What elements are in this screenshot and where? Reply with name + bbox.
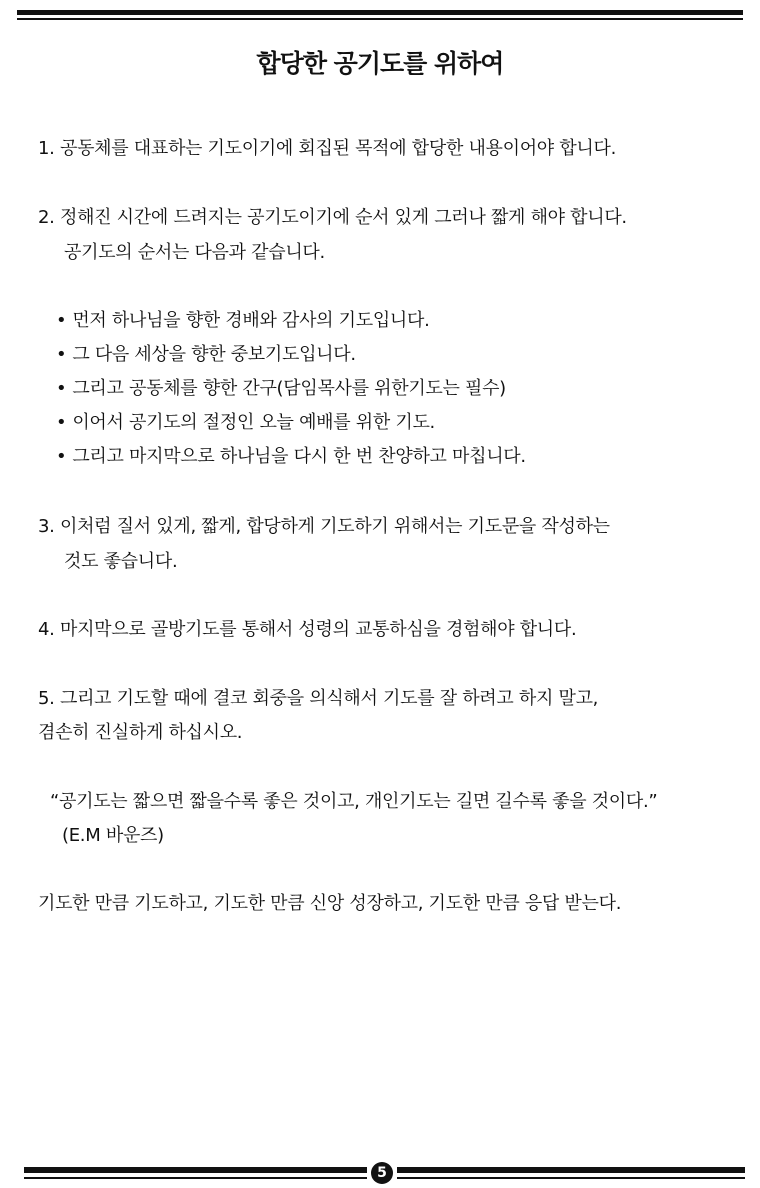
quote-author: (E.M 바운즈) bbox=[62, 825, 164, 846]
closing-sentence: 기도한 만큼 기도하고, 기도한 만큼 신앙 성장하고, 기도한 만큼 응답 받는다. bbox=[38, 893, 622, 914]
paragraph-2-line-2: 공기도의 순서는 다음과 같습니다. bbox=[64, 242, 325, 263]
bullet-item-5: • 그리고 마지막으로 하나님을 다시 한 번 찬양하고 마칩니다. bbox=[56, 442, 526, 468]
top-rule-thick bbox=[17, 10, 743, 15]
bullet-item-3: • 그리고 공동체를 향한 간구(담임목사를 위한기도는 필수) bbox=[56, 374, 506, 400]
paragraph-3-line-1: 3. 이처럼 질서 있게, 짧게, 합당하게 기도하기 위해서는 기도문을 작성하는 bbox=[38, 516, 610, 537]
paragraph-3-line-2: 것도 좋습니다. bbox=[64, 551, 178, 572]
paragraph-1: 1. 공동체를 대표하는 기도이기에 회집된 목적에 합당한 내용이어야 합니다. bbox=[38, 138, 617, 159]
bullet-item-4: • 이어서 공기도의 절정인 오늘 예배를 위한 기도. bbox=[56, 408, 435, 434]
paragraph-5-line-2: 겸손히 진실하게 하십시오. bbox=[38, 722, 243, 743]
quote-text: “공기도는 짧으면 짧을수록 좋은 것이고, 개인기도는 길면 길수록 좋을 것이다.” bbox=[50, 791, 658, 812]
bullet-item-2: • 그 다음 세상을 향한 중보기도입니다. bbox=[56, 340, 356, 366]
paragraph-2-line-1: 2. 정해진 시간에 드려지는 공기도이기에 순서 있게 그러나 짧게 해야 합니다. bbox=[38, 207, 627, 228]
bottom-rule-right bbox=[397, 1167, 745, 1173]
paragraph-5-line-1: 5. 그리고 기도할 때에 결코 회중을 의식해서 기도를 잘 하려고 하지 말고, bbox=[38, 688, 599, 709]
bottom-rule-right-thin bbox=[397, 1177, 745, 1179]
bottom-rule-left bbox=[24, 1167, 367, 1173]
bullet-item-1: • 먼저 하나님을 향한 경배와 감사의 기도입니다. bbox=[56, 306, 430, 332]
paragraph-4: 4. 마지막으로 골방기도를 통해서 성령의 교통하심을 경험해야 합니다. bbox=[38, 619, 577, 640]
top-rule-thin bbox=[17, 18, 743, 20]
bottom-rule-left-thin bbox=[24, 1177, 367, 1179]
page-title: 합당한 공기도를 위하여 bbox=[256, 49, 504, 78]
page-number-badge: 5 bbox=[371, 1162, 393, 1184]
